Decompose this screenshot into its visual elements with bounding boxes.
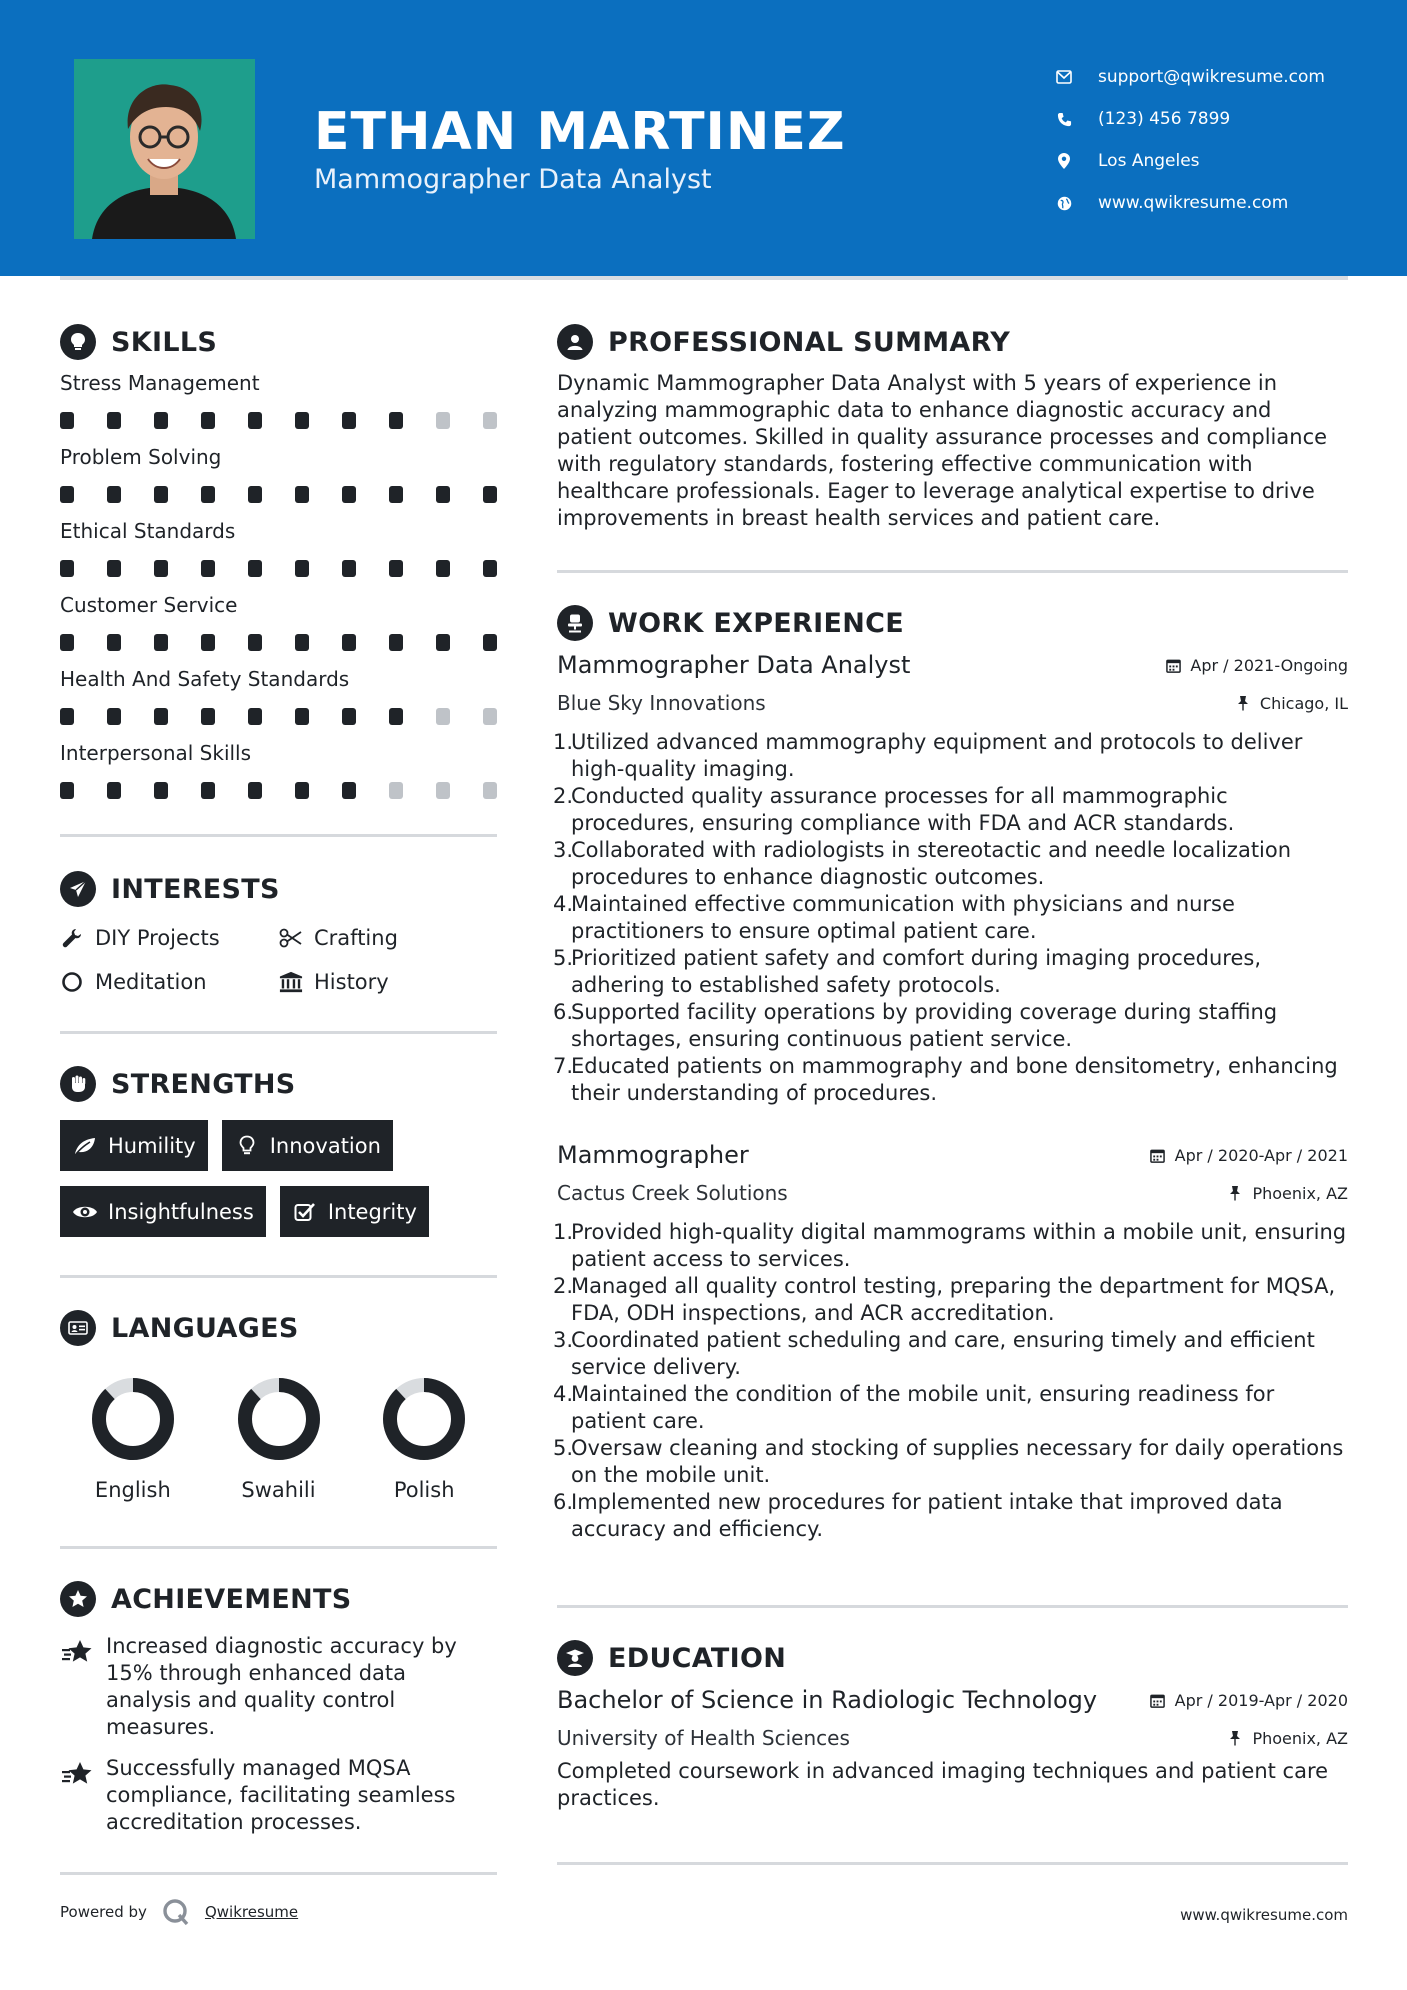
bullet-text: Coordinated patient scheduling and care, ensuring timely and efficient service delivery. — [571, 1328, 1315, 1379]
rating-dot-empty — [436, 782, 450, 799]
achievements-section — [60, 1577, 497, 1836]
rating-dot-filled — [295, 782, 309, 799]
languages-heading: LANGUAGES — [60, 1306, 497, 1350]
strengths-section — [60, 1062, 497, 1237]
rating-dot-empty — [483, 782, 497, 799]
education-description: Completed coursework in advanced imaging techniques and patient care practices. — [557, 1759, 1329, 1810]
rating-dot-filled — [60, 708, 74, 725]
rating-dot-empty — [389, 782, 403, 799]
section-divider — [557, 1862, 1348, 1865]
rating-dot-filled — [201, 560, 215, 577]
experience-section — [553, 601, 1348, 1543]
office-chair-icon — [557, 605, 593, 641]
rating-dot-filled — [342, 782, 356, 799]
header-banner — [0, 0, 1407, 276]
job-title: Mammographer Data Analyst — [557, 651, 911, 679]
job-location: Phoenix, AZ — [1226, 1184, 1348, 1203]
phone-icon — [1052, 107, 1076, 131]
rating-dot-filled — [295, 560, 309, 577]
school-name: University of Health Sciences — [557, 1726, 850, 1750]
section-divider — [60, 1275, 497, 1278]
rating-dot-filled — [201, 634, 215, 651]
candidate-name: ETHAN MARTINEZ — [314, 102, 846, 162]
interests-section — [60, 867, 497, 997]
bullet-item — [553, 1381, 1348, 1435]
calendar-icon — [1149, 1146, 1167, 1164]
language-ring-fill — [99, 1385, 167, 1453]
strength-tag: Innovation — [222, 1120, 393, 1171]
strength-tag: Humility — [60, 1120, 208, 1171]
rating-dot-filled — [154, 412, 168, 429]
rating-dot-filled — [295, 708, 309, 725]
job-entry — [553, 651, 1348, 1107]
rating-dot-filled — [107, 782, 121, 799]
bullet-number: 3. — [553, 1328, 574, 1352]
section-divider — [557, 570, 1348, 573]
contact-phone[interactable]: (123) 456 7899 — [1052, 98, 1325, 140]
job-date: Apr / 2021-Ongoing — [1164, 656, 1348, 675]
bullet-item — [553, 837, 1348, 891]
qwikresume-link[interactable]: Qwikresume — [204, 1903, 299, 1921]
pushpin-icon — [1226, 1184, 1244, 1202]
job-location: Chicago, IL — [1234, 694, 1348, 713]
rating-dot-filled — [389, 708, 403, 725]
footer-powered-by: Powered by Qwikresume — [60, 1897, 298, 1927]
contact-location: Los Angeles — [1052, 140, 1325, 182]
skill-item — [60, 588, 497, 662]
wrench-icon — [60, 926, 84, 950]
rating-dot-filled — [389, 412, 403, 429]
skills-list — [60, 366, 497, 810]
skill-item — [60, 736, 497, 810]
user-icon — [557, 324, 593, 360]
rating-dot-filled — [342, 634, 356, 651]
lightbulb-icon — [234, 1133, 260, 1159]
bullet-number: 2. — [553, 1274, 574, 1298]
bullet-text: Oversaw cleaning and stocking of supplies necessary for daily operations on the mobile unit. — [571, 1436, 1344, 1487]
rating-dot-filled — [295, 486, 309, 503]
rating-dot-filled — [154, 634, 168, 651]
company-name: Blue Sky Innovations — [557, 691, 766, 715]
id-card-icon — [60, 1310, 96, 1346]
skill-item — [60, 440, 497, 514]
rating-dot-filled — [342, 412, 356, 429]
rating-dot-empty — [436, 708, 450, 725]
job-title: Mammographer — [557, 1141, 749, 1169]
scissors-icon — [279, 926, 303, 950]
job-bullets — [553, 1219, 1348, 1543]
language-level-ring — [90, 1376, 176, 1462]
achievement-item: Increased diagnostic accuracy by 15% through enhanced data analysis and quality control measures. — [60, 1633, 497, 1741]
skill-rating — [60, 770, 497, 810]
rating-dot-filled — [342, 486, 356, 503]
rating-dot-filled — [483, 560, 497, 577]
bullet-number: 4. — [553, 892, 574, 916]
pushpin-icon — [1234, 694, 1252, 712]
skill-name: Health And Safety Standards — [60, 667, 350, 691]
section-divider — [557, 1605, 1348, 1608]
experience-heading: WORK EXPERIENCE — [557, 601, 1348, 645]
eye-icon — [72, 1199, 98, 1225]
education-entry — [557, 1686, 1348, 1812]
language-item: English — [60, 1376, 206, 1502]
rating-dot-filled — [154, 782, 168, 799]
rating-dot-filled — [342, 708, 356, 725]
section-divider — [60, 834, 497, 837]
paper-plane-icon — [60, 871, 96, 907]
bullet-number: 7. — [553, 1054, 574, 1078]
bullet-text: Utilized advanced mammography equipment and protocols to deliver high-quality imaging. — [571, 730, 1303, 781]
footer-website-link[interactable]: www.qwikresume.com — [1180, 1906, 1348, 1924]
bullet-text: Prioritized patient safety and comfort during imaging procedures, adhering to established safety protocols. — [571, 946, 1262, 997]
rating-dot-filled — [201, 486, 215, 503]
lightbulb-icon — [60, 324, 96, 360]
bullet-number: 3. — [553, 838, 574, 862]
header-divider — [60, 276, 1348, 280]
leaf-icon — [72, 1133, 98, 1159]
contact-website[interactable]: www.qwikresume.com — [1052, 182, 1325, 224]
education-section — [557, 1636, 1348, 1812]
fist-icon — [60, 1066, 96, 1102]
interest-item: History — [279, 967, 497, 997]
map-pin-icon — [1052, 149, 1076, 173]
languages-list — [60, 1376, 497, 1502]
skill-rating — [60, 474, 497, 514]
rating-dot-filled — [295, 412, 309, 429]
interests-heading: INTERESTS — [60, 867, 497, 911]
rating-dot-filled — [201, 782, 215, 799]
graduate-icon — [557, 1640, 593, 1676]
bullet-text: Maintained effective communication with physicians and nurse practitioners to ensure optimal patient care. — [571, 892, 1235, 943]
pushpin-icon — [1226, 1729, 1244, 1747]
museum-icon — [279, 970, 303, 994]
bullet-item — [553, 1489, 1348, 1543]
rating-dot-filled — [436, 634, 450, 651]
language-item: Polish — [351, 1376, 497, 1502]
bullet-item — [553, 729, 1348, 783]
calendar-icon — [1149, 1691, 1167, 1709]
checkbox-icon — [292, 1199, 318, 1225]
rating-dot-filled — [107, 412, 121, 429]
achievements-heading: ACHIEVEMENTS — [60, 1577, 497, 1621]
bullet-item — [553, 1435, 1348, 1489]
education-heading: EDUCATION — [557, 1636, 1348, 1680]
star-badge-icon — [60, 1581, 96, 1617]
interest-item: Crafting — [279, 923, 497, 953]
interests-list — [60, 923, 497, 997]
rating-dot-filled — [60, 560, 74, 577]
achievement-item: Successfully managed MQSA compliance, facilitating seamless accreditation processes. — [60, 1755, 497, 1836]
summary-section — [557, 320, 1348, 532]
skills-section — [60, 320, 497, 810]
rating-dot-filled — [248, 412, 262, 429]
skill-rating — [60, 548, 497, 588]
rating-dot-filled — [483, 634, 497, 651]
section-divider — [60, 1031, 497, 1034]
skill-name: Problem Solving — [60, 445, 222, 469]
company-name: Cactus Creek Solutions — [557, 1181, 788, 1205]
skill-item — [60, 366, 497, 440]
right-column — [553, 320, 1348, 1865]
rating-dot-empty — [436, 412, 450, 429]
strength-tag: Integrity — [280, 1186, 429, 1237]
bullet-item — [553, 1053, 1348, 1107]
rating-dot-filled — [248, 634, 262, 651]
language-level-ring — [381, 1376, 467, 1462]
bullet-number: 1. — [553, 1220, 574, 1244]
bullet-number: 2. — [553, 784, 574, 808]
rating-dot-filled — [154, 560, 168, 577]
language-item: Swahili — [206, 1376, 352, 1502]
bullet-text: Maintained the condition of the mobile unit, ensuring readiness for patient care. — [571, 1382, 1275, 1433]
bullet-item — [553, 945, 1348, 999]
rating-dot-filled — [436, 560, 450, 577]
skill-name: Ethical Standards — [60, 519, 236, 543]
rating-dot-filled — [389, 486, 403, 503]
rating-dot-filled — [483, 486, 497, 503]
bullet-item — [553, 891, 1348, 945]
job-bullets — [553, 729, 1348, 1107]
rating-dot-empty — [483, 412, 497, 429]
rating-dot-filled — [154, 708, 168, 725]
rating-dot-filled — [248, 708, 262, 725]
rating-dot-filled — [107, 560, 121, 577]
bullet-number: 5. — [553, 1436, 574, 1460]
rating-dot-filled — [295, 634, 309, 651]
globe-icon — [1052, 191, 1076, 215]
contact-list — [1052, 56, 1325, 224]
candidate-role: Mammographer Data Analyst — [314, 164, 712, 195]
education-location: Phoenix, AZ — [1226, 1729, 1348, 1748]
bullet-number: 5. — [553, 946, 574, 970]
interest-item: DIY Projects — [60, 923, 279, 953]
rating-dot-filled — [107, 708, 121, 725]
rating-dot-filled — [342, 560, 356, 577]
skill-rating — [60, 400, 497, 440]
language-level-ring — [236, 1376, 322, 1462]
bullet-text: Supported facility operations by providing coverage during staffing shortages, ensuring continuous patient service. — [571, 1000, 1278, 1051]
star-icon — [60, 1755, 94, 1789]
envelope-icon — [1052, 65, 1076, 89]
rating-dot-filled — [107, 634, 121, 651]
bullet-number: 4. — [553, 1382, 574, 1406]
bullet-number: 1. — [553, 730, 574, 754]
skill-item — [60, 514, 497, 588]
rating-dot-filled — [201, 412, 215, 429]
degree-title: Bachelor of Science in Radiologic Technology — [557, 1686, 1098, 1714]
bullet-item — [553, 1219, 1348, 1273]
bullet-number: 6. — [553, 1000, 574, 1024]
rating-dot-filled — [60, 412, 74, 429]
rating-dot-filled — [248, 782, 262, 799]
bullet-text: Conducted quality assurance processes for all mammographic procedures, ensuring compliance with FDA and ACR standards. — [571, 784, 1235, 835]
skill-rating — [60, 696, 497, 736]
star-icon — [60, 1633, 94, 1667]
left-column — [60, 320, 497, 1875]
rating-dot-filled — [389, 560, 403, 577]
language-ring-fill — [390, 1385, 458, 1453]
summary-heading: PROFESSIONAL SUMMARY — [557, 320, 1348, 364]
bullet-number: 6. — [553, 1490, 574, 1514]
strengths-list — [60, 1120, 497, 1237]
bullet-item — [553, 1273, 1348, 1327]
rating-dot-filled — [60, 782, 74, 799]
bullet-text: Managed all quality control testing, preparing the department for MQSA, FDA, ODH inspections, and ACR accreditation. — [571, 1274, 1336, 1325]
rating-dot-filled — [248, 486, 262, 503]
rating-dot-filled — [154, 486, 168, 503]
skill-name: Interpersonal Skills — [60, 741, 252, 765]
section-divider — [60, 1872, 497, 1875]
strength-tag: Insightfulness — [60, 1186, 266, 1237]
bullet-item — [553, 783, 1348, 837]
skill-name: Customer Service — [60, 593, 238, 617]
rating-dot-empty — [483, 708, 497, 725]
rating-dot-filled — [60, 634, 74, 651]
bullet-item — [553, 999, 1348, 1053]
rating-dot-filled — [389, 634, 403, 651]
strengths-heading: STRENGTHS — [60, 1062, 497, 1106]
profile-photo — [74, 59, 255, 239]
bullet-text: Implemented new procedures for patient intake that improved data accuracy and efficiency. — [571, 1490, 1283, 1541]
calendar-icon — [1164, 656, 1182, 674]
job-date: Apr / 2020-Apr / 2021 — [1149, 1146, 1348, 1165]
rating-dot-filled — [248, 560, 262, 577]
languages-section — [60, 1306, 497, 1502]
job-entry — [553, 1141, 1348, 1543]
education-date: Apr / 2019-Apr / 2020 — [1149, 1691, 1348, 1710]
section-divider — [60, 1546, 497, 1549]
bullet-text: Educated patients on mammography and bone densitometry, enhancing their understanding of procedures. — [571, 1054, 1338, 1105]
qwikresume-logo-icon — [161, 1897, 191, 1927]
bullet-text: Provided high-quality digital mammograms within a mobile unit, ensuring patient access to services. — [571, 1220, 1347, 1271]
rating-dot-filled — [201, 708, 215, 725]
bullet-item — [553, 1327, 1348, 1381]
skill-name: Stress Management — [60, 371, 260, 395]
summary-text: Dynamic Mammographer Data Analyst with 5 years of experience in analyzing mammographic data to enhance diagnostic accuracy and patient outcomes. Skilled in quality assurance processes and compliance with regulatory standards, fostering effective communication with healthcare professionals. Eager to leverage analytical expertise to drive improvements in breast health services and patient care. — [557, 371, 1328, 530]
skills-heading: SKILLS — [60, 320, 497, 364]
rating-dot-filled — [436, 486, 450, 503]
skill-rating — [60, 622, 497, 662]
bullet-text: Collaborated with radiologists in stereotactic and needle localization procedures to enhance diagnostic outcomes. — [571, 838, 1292, 889]
rating-dot-filled — [107, 486, 121, 503]
rating-dot-filled — [60, 486, 74, 503]
skill-item — [60, 662, 497, 736]
interest-item: Meditation — [60, 967, 279, 997]
circle-icon — [60, 970, 84, 994]
language-ring-fill — [245, 1385, 313, 1453]
contact-email[interactable]: support@qwikresume.com — [1052, 56, 1325, 98]
